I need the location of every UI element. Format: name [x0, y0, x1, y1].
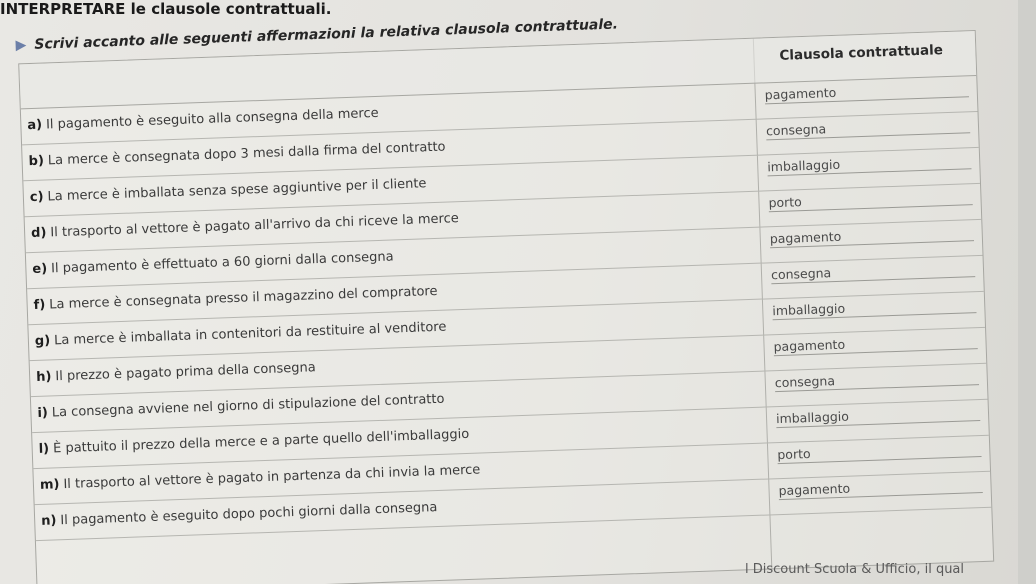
heading-keyword: INTERPRETARE — [0, 0, 126, 18]
answer-text: imballaggio — [772, 300, 846, 319]
statement-text — [38, 427, 469, 457]
statement-body: È pattuito il prezzo della merce e a parte quello dell'imballaggio — [52, 426, 470, 457]
statement-letter: b) — [28, 153, 45, 170]
statement-letter: e) — [32, 261, 48, 278]
answer-text: consegna — [774, 373, 836, 391]
statement-letter: m) — [39, 477, 60, 493]
statement-text — [40, 463, 481, 493]
answer-text: pagamento — [773, 336, 846, 355]
statement-text — [31, 211, 459, 241]
statement-text — [36, 360, 316, 385]
heading-rest: le clausole contrattuali. — [125, 0, 332, 18]
footer-text: l Discount Scuola & Ufficio, il qual — [745, 562, 965, 577]
answer-text: porto — [768, 194, 803, 211]
answer-text: imballaggio — [775, 408, 850, 427]
statement-letter: l) — [38, 441, 50, 457]
statement-letter: c) — [29, 189, 44, 206]
statement-body: Il pagamento è eseguito dopo pochi giorni dalla consegna — [60, 500, 438, 529]
worksheet — [3, 2, 1036, 584]
statement-letter: g) — [34, 333, 51, 349]
statement-body: La merce è imballata senza spese aggiuntive per il cliente — [47, 176, 427, 205]
statement-body: Il prezzo è pagato prima della consegna — [55, 360, 316, 385]
statement-text — [35, 320, 447, 349]
statement-text — [28, 140, 445, 170]
statement-body: La consegna avviene nel giorno di stipulazione del contratto — [51, 391, 445, 421]
answer-text: consegna — [765, 121, 827, 139]
statement-text — [32, 249, 394, 277]
answer-text: consegna — [770, 265, 832, 283]
statement-text — [41, 500, 438, 529]
statement-letter: h) — [35, 369, 52, 385]
answer-text: pagamento — [778, 480, 851, 499]
statement-body: La merce è consegnata dopo 3 mesi dalla firma del contratto — [47, 139, 446, 169]
statement-text — [27, 106, 379, 133]
exercise-heading — [0, 0, 332, 26]
answer-text: pagamento — [769, 228, 842, 247]
statement-body: La merce è consegnata presso il magazzino del compratore — [49, 283, 438, 313]
triangle-right-icon: ▶ — [15, 37, 27, 54]
statement-letter: f) — [33, 297, 46, 314]
statement-body: Il trasporto al vettore è pagato all'arrivo da chi riceve la merce — [50, 211, 459, 241]
clauses-table — [18, 30, 994, 584]
statement-letter: n) — [40, 513, 57, 529]
column-header-clausola: Clausola contrattuale — [779, 42, 944, 64]
answer-text: pagamento — [764, 84, 837, 103]
statement-letter: a) — [27, 117, 43, 134]
statement-text — [37, 392, 444, 421]
statement-text — [30, 176, 427, 205]
answer-text: porto — [777, 445, 811, 463]
statement-text — [33, 284, 437, 313]
answer-text: imballaggio — [767, 156, 841, 175]
statement-body: Il pagamento è effettuato a 60 giorni dalla consegna — [50, 249, 394, 277]
table-body — [21, 76, 991, 541]
statement-letter: i) — [37, 405, 49, 421]
statement-body: La merce è imballata in contenitori da restituire al venditore — [53, 319, 447, 349]
statement-body: Il pagamento è eseguito alla consegna della merce — [45, 105, 379, 133]
statement-letter: d) — [30, 225, 47, 242]
instruction-text: Scrivi accanto alle seguenti affermazioni la relativa clausola contrattuale. — [34, 16, 619, 53]
statement-body: Il trasporto al vettore è pagato in partenza da chi invia la merce — [63, 462, 481, 493]
